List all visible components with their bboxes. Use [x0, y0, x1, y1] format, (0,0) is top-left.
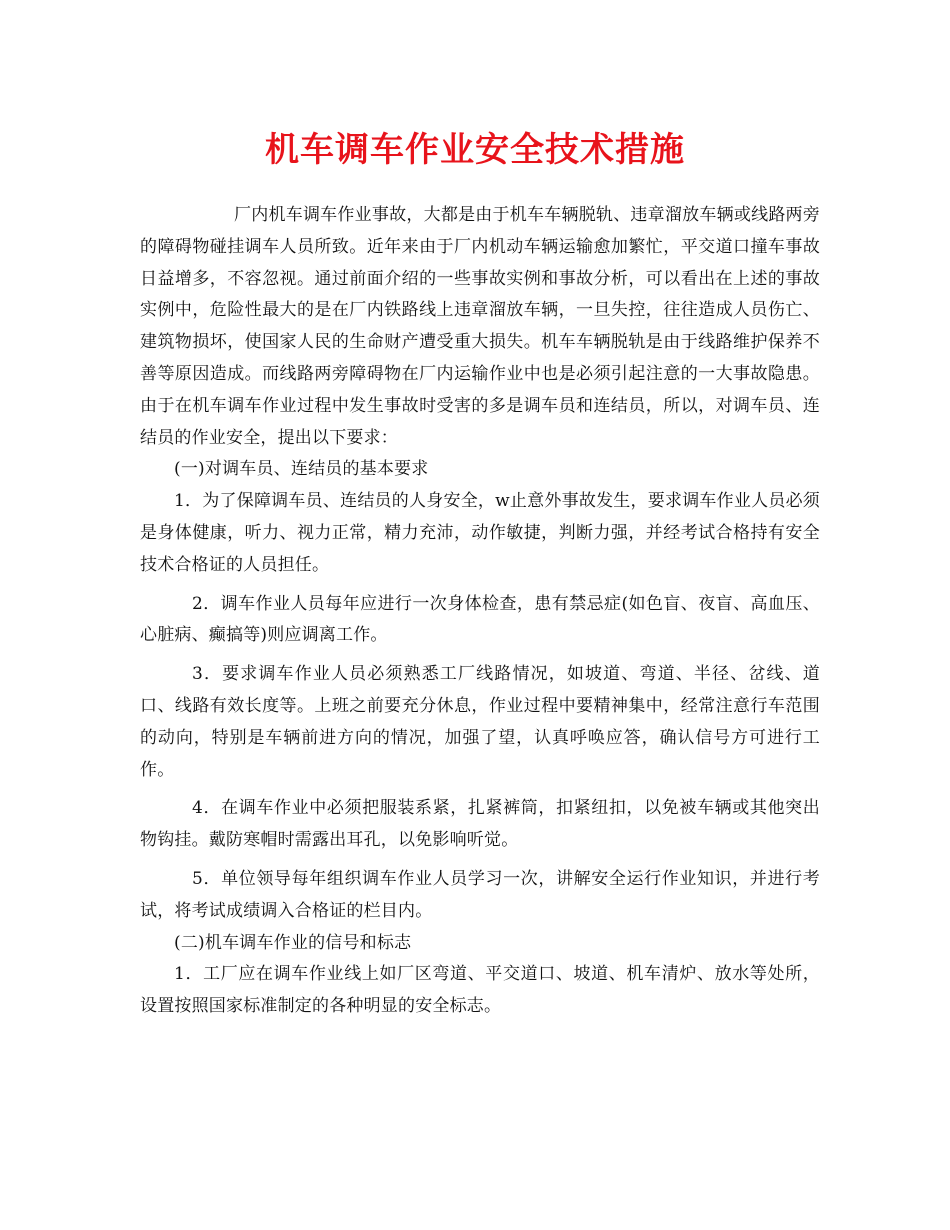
section-2-item-1: 1．工厂应在调车作业线上如厂区弯道、平交道口、坡道、机车清炉、放水等处所，设置按照国家标准制定的各种明显的安全标志。: [140, 964, 820, 1017]
paragraph-spacer: [140, 582, 820, 589]
section-1-heading: (一)对调车员、连结员的基本要求: [174, 459, 429, 480]
section-2-heading: (二)机车调车作业的信号和标志: [174, 932, 412, 953]
document-title: 机车调车作业安全技术措施: [265, 130, 685, 170]
paragraph-spacer: [140, 652, 820, 659]
intro-paragraph: 厂内机车调车作业事故，大都是由于机车车辆脱轨、违章溜放车辆或线路两旁的障碍物碰挂调车人员所致。近年来由于厂内机动车辆运输愈加繁忙，平交道口撞车事故日益增多，不容忽视。通过前面介绍的一些事故实例和事故分析，可以看出在上述的事故实例中，危险性最大的是在厂内铁路线上违章溜放车辆，一旦失控，往往造成人员伤亡、建筑物损坏，使国家人民的生命财产遭受重大损失。机车车辆脱轨是由于线路维护保养不善等原因造成。而线路两旁障碍物在厂内运输作业中也是必须引起注意的一大事故隐患。由于在机车调车作业过程中发生事故时受害的多是调车员和连结员，所以，对调车员、连结员的作业安全，提出以下要求：: [140, 205, 820, 448]
section-1-item-3: 3．要求调车作业人员必须熟悉工厂线路情况，如坡道、弯道、半径、岔线、道口、线路有效长度等。上班之前要充分休息，作业过程中要精神集中，经常注意行车范围的动向，特别是车辆前进方向的情况，加强了望，认真呼唤应答，确认信号方可进行工作。: [140, 664, 820, 780]
section-1-item-1: 1．为了保障调车员、连结员的人身安全，w止意外事故发生，要求调车作业人员必须是身体健康，听力、视力正常，精力充沛，动作敏捷，判断力强，并经考试合格持有安全技术合格证的人员担任。: [140, 491, 820, 575]
section-1-item-4: 4．在调车作业中必须把服装系紧，扎紧裤筒，扣紧纽扣，以免被车辆或其他突出物钩挂。戴防寒帽时需露出耳孔，以免影响听觉。: [140, 798, 820, 851]
section-1-item-2: 2．调车作业人员每年应进行一次身体检查，患有禁忌症(如色盲、夜盲、高血压、心脏病、癫搞等)则应调离工作。: [140, 593, 820, 646]
document-body: [140, 200, 820, 1023]
section-1-item-5: 5．单位领导每年组织调车作业人员学习一次，讲解安全运行作业知识，并进行考试，将考试成绩调入合格证的栏目内。: [140, 868, 820, 921]
paragraph-spacer: [140, 857, 820, 864]
paragraph-spacer: [140, 786, 820, 793]
